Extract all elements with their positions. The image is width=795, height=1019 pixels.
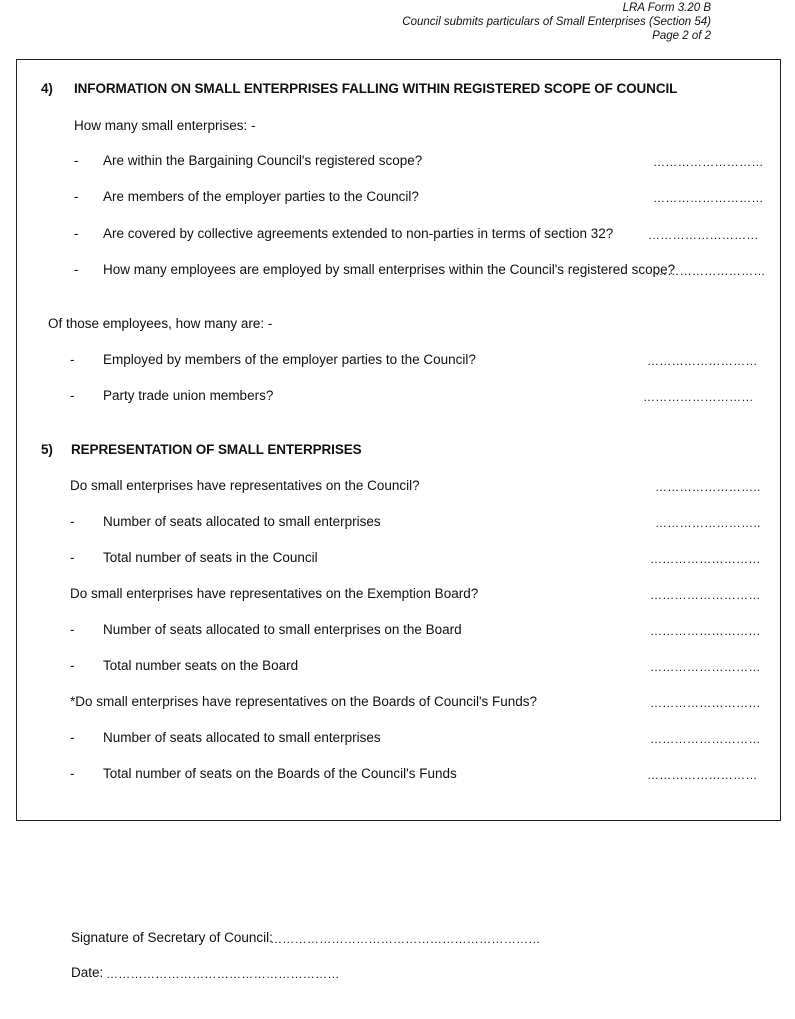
answer-field[interactable]: ……………………… [653, 155, 764, 169]
dash: - [74, 189, 79, 204]
answer-field[interactable]: ……………………… [647, 354, 758, 368]
item-members-employer: Are members of the employer parties to the Council? [103, 189, 419, 204]
section4-intro: How many small enterprises: - [74, 118, 256, 133]
signature-field[interactable]: ………………………………………………………… [270, 932, 541, 946]
section5-title: REPRESENTATION OF SMALL ENTERPRISES [71, 442, 362, 457]
form-id: LRA Form 3.20 B [622, 2, 711, 14]
dash: - [70, 766, 75, 781]
dash: - [70, 550, 75, 565]
employees-intro: Of those employees, how many are: - [48, 316, 273, 331]
section4-number: 4) [41, 81, 53, 96]
answer-field[interactable]: ……………………… [650, 552, 761, 566]
answer-field[interactable]: ……………………… [650, 696, 761, 710]
page-number: Page 2 of 2 [652, 30, 711, 42]
answer-field[interactable]: ……………………… [650, 624, 761, 638]
answer-field[interactable]: ……………………… [653, 191, 764, 205]
date-field[interactable]: ………………………………………………… [106, 967, 340, 981]
dash: - [74, 153, 79, 168]
dash: - [70, 658, 75, 673]
answer-field[interactable]: ……………………… [650, 660, 761, 674]
answer-field[interactable]: ……………………… [650, 588, 761, 602]
answer-field[interactable]: …………………….. [655, 516, 761, 530]
item-within-scope: Are within the Bargaining Council's registered scope? [103, 153, 423, 168]
date-label: Date: [71, 965, 104, 980]
item-seats-board: Number of seats allocated to small enterprises on the Board [103, 622, 462, 637]
item-total-seats-board: Total number seats on the Board [103, 658, 299, 673]
answer-field[interactable]: ……………………… [643, 390, 754, 404]
section5-number: 5) [41, 442, 53, 457]
answer-field[interactable]: ……………………… [648, 228, 759, 242]
item-seats-funds: Number of seats allocated to small enterprises [103, 730, 381, 745]
section4-title: INFORMATION ON SMALL ENTERPRISES FALLING WITHIN REGISTERED SCOPE OF COUNCIL [74, 81, 678, 96]
item-employed-by-members: Employed by members of the employer parties to the Council? [103, 352, 476, 367]
dash: - [74, 262, 79, 277]
signature-label: Signature of Secretary of Council: [71, 930, 273, 945]
dash: - [70, 388, 75, 403]
form-header [402, 1, 711, 43]
form-subtitle: Council submits particulars of Small Enterprises (Section 54) [402, 16, 711, 28]
question-council-reps: Do small enterprises have representatives on the Council? [70, 478, 420, 493]
item-total-seats-funds: Total number of seats on the Boards of the Council's Funds [103, 766, 457, 781]
answer-field[interactable]: …………………….. [655, 480, 761, 494]
dash: - [74, 226, 79, 241]
question-exemption-board: Do small enterprises have representatives on the Exemption Board? [70, 586, 479, 601]
item-union-members: Party trade union members? [103, 388, 274, 403]
item-total-seats-council: Total number of seats in the Council [103, 550, 318, 565]
dash: - [70, 622, 75, 637]
question-funds-boards: *Do small enterprises have representatives on the Boards of Council's Funds? [70, 694, 538, 709]
answer-field[interactable]: ……………………… [650, 732, 761, 746]
item-covered-agreements: Are covered by collective agreements extended to non-parties in terms of section 32? [103, 226, 614, 241]
answer-field[interactable]: ……………………… [647, 768, 758, 782]
item-employees-count: How many employees are employed by small enterprises within the Council's registered scope? [103, 262, 676, 277]
dash: - [70, 352, 75, 367]
answer-field[interactable]: ……………………… [655, 264, 766, 278]
dash: - [70, 514, 75, 529]
item-seats-small: Number of seats allocated to small enterprises [103, 514, 381, 529]
dash: - [70, 730, 75, 745]
